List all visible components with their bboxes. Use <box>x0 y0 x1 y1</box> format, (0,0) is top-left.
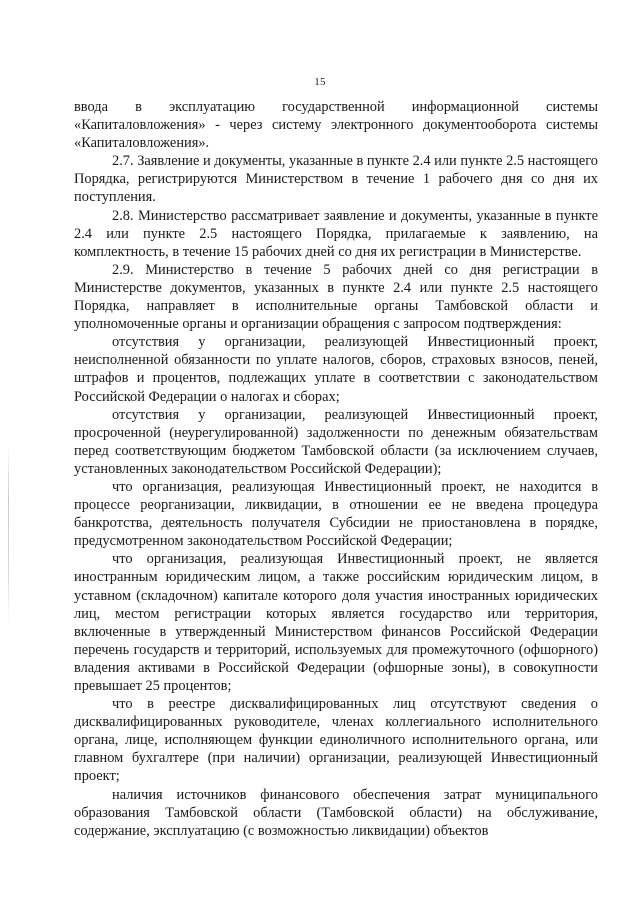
page-number: 15 <box>314 76 326 88</box>
paragraph-2-8: 2.8. Министерство рассматривает заявление и документы, указанные в пункте 2.4 или пункте 2.5 настоящего Порядка, прилагаемые к заявлению, на комплектность, в течение 15 рабочих дней со дня их регистрации в Министерстве. <box>74 207 598 260</box>
paragraph-2-9: 2.9. Министерство в течение 5 рабочих дней со дня регистрации в Министерстве документов, указанных в пункте 2.4 или пункте 2.5 настоящего Порядка, направляет в исполнительные органы Тамбовской области и уполномоченные органы и организации обращения с запросом подтверждения: <box>74 261 598 333</box>
condition-funding-sources: наличия источников финансового обеспечения затрат муниципального образования Тамбовской области (Тамбовской области) на обслуживание, содержание, эксплуатацию (с возможностью ликвидации) объектов <box>74 786 598 839</box>
condition-disqualified-persons: что в реестре дисквалифицированных лиц отсутствуют сведения о дисквалифицированных руководителе, членах коллегиального исполнительного органа, лице, исполняющем функции единоличного исполнительного органа, или главном бухгалтере (при наличии) организации, реализующей Инвестиционный проект; <box>74 696 598 785</box>
condition-reorganization: что организация, реализующая Инвестиционный проект, не находится в процессе реорганизации, ликвидации, в отношении ее не введена процедура банкротства, деятельность получателя Субсидии не приостановлена в порядке, предусмотренном законодательством Российской Федерации; <box>74 478 598 550</box>
paragraph-continuation: ввода в эксплуатацию государственной информационной системы «Капиталовложения» - через систему электронного документооборота системы «Капиталовложения». <box>74 99 598 152</box>
condition-budget-debt: отсутствия у организации, реализующей Инвестиционный проект, просроченной (неурегулированной) задолженности по денежным обязательствам перед соответствующим бюджетом Тамбовской области (за исключением случаев, установленных законодательством Российской Федерации); <box>74 406 598 477</box>
condition-foreign-entity: что организация, реализующая Инвестиционный проект, не является иностранным юридическим лицом, а также российским юридическим лицом, в уставном (складочном) капитале которого доля участия иностранных юридических лиц, местом регистрации которых является государство или территория, включенные в утвержденный Министерством финансов Российской Федерации перечень государств и территорий, используемых для промежуточного (офшорного) владения активами в Российской Федерации (офшорные зоны), в совокупности превышает 25 процентов; <box>74 551 598 694</box>
paragraph-2-7: 2.7. Заявление и документы, указанные в пункте 2.4 или пункте 2.5 настоящего Порядка, регистрируются Министерством в течение 1 рабочего дня со дня их поступления. <box>74 153 598 206</box>
document-body <box>74 98 598 840</box>
scan-edge-mark <box>8 445 9 625</box>
condition-tax-debt: отсутствия у организации, реализующей Инвестиционный проект, неисполненной обязанности по уплате налогов, сборов, страховых взносов, пеней, штрафов и процентов, подлежащих уплате в соответствии с законодательством Российской Федерации о налогах и сборах; <box>74 334 598 405</box>
